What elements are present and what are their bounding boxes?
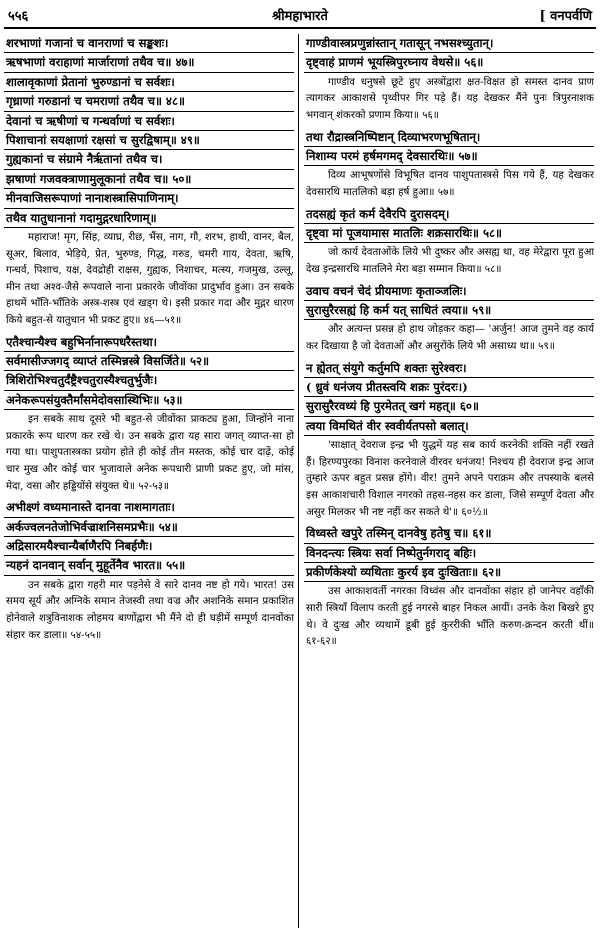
verse-line: उवाच वचनं चेदं प्रीयमाणः कृताञ्जलिः। <box>304 282 594 301</box>
verse-line: ( ध्रुवं धनंजय प्रीतस्त्वयि शक्रः पुरंदरः।) <box>304 378 594 397</box>
verse-line: सुरासुरैरवध्यं हि पुरमेतत् खगं महत्॥ ६०॥ <box>304 397 594 416</box>
hindi-translation <box>4 576 294 647</box>
left-column <box>4 34 294 930</box>
hindi-translation <box>304 436 594 524</box>
verse-line: तदसह्यं कृतं कर्म देवैरपि दुरासदम्। <box>304 205 594 224</box>
verse-line: ऋषभाणां वराहाणां मार्जाराणां तथैव च॥ ४७॥ <box>4 53 294 72</box>
verse-line: त्वया विमथितं वीर स्ववीर्यतपसो बलात्। <box>304 417 594 436</box>
translation-paragraph: जो कार्य देवताओंके लिये भी दुष्कर और असह्य था, वह मेरेद्वारा पूरा हुआ देख इन्द्रसारथि मातलिने मेरा बड़ा सम्मान किया॥ ५८॥ <box>306 247 594 275</box>
verse-line: विध्वस्ते खपुरे तस्मिन् दानवेषु हतेषु च॥ ६१॥ <box>304 524 594 543</box>
verse-line: झषाणां गजवक्त्राणामुलूकानां तथैव च॥ ५०॥ <box>4 170 294 189</box>
page-number: ५५६ <box>8 9 29 24</box>
verse-line: अर्कज्वलनतेजोभिर्वज्राशनिसमप्रभैः॥ ५४॥ <box>4 518 294 537</box>
column-divider <box>298 34 299 928</box>
hindi-translation <box>304 243 594 281</box>
verse-line: पिशाचानां सयक्षाणां रक्षसां च सुरद्विषाम्॥ ४९॥ <box>4 131 294 150</box>
hindi-translation <box>4 228 294 333</box>
verse-line: एतैश्चान्यैश्च बहुभिर्नानारूपधरैस्तथा। <box>4 333 294 352</box>
sanskrit-verse-block <box>4 34 294 228</box>
verse-line: शालावृकाणां प्रेतानां भुरुण्डानां च सर्वशः। <box>4 73 294 92</box>
verse-line: गाण्डीवास्त्रप्रणुन्नांस्तान् गतासून् नभसश्च्युतान्। <box>304 34 594 53</box>
sanskrit-verse-block <box>304 128 594 167</box>
verse-line: गृध्राणां गरुडानां च चमराणां तथैव च॥ ४८॥ <box>4 92 294 111</box>
verse-line: तथा रौद्रास्त्रनिष्पिष्टान् दिव्याभरणभूषितान्। <box>304 128 594 147</box>
verse-line: त्रिशिरोभिश्चतुर्दंष्ट्रैश्चतुरास्यैश्चतुर्भुजैः। <box>4 371 294 390</box>
verse-line: अभीक्ष्णं वध्यमानास्ते दानवा नाशमागताः। <box>4 498 294 517</box>
verse-line: तथैव यातुधानानां गदामुद्गरधारिणाम्॥ <box>4 209 294 228</box>
sanskrit-verse-block <box>4 333 294 411</box>
section-title: [ वनपर्वणि <box>539 9 592 24</box>
verse-line: अनेकरूपसंयुक्तैर्मांसमेदोवसास्थिभिः॥ ५३॥ <box>4 391 294 410</box>
verse-line: मीनवाजिसरूपाणां नानाशस्त्रासिपाणिनाम्। <box>4 189 294 208</box>
verse-line: दृष्ट्वा मां पूजयामास मातलिः शक्रसारथिः॥ ५८॥ <box>304 224 594 243</box>
right-column <box>304 34 594 930</box>
sanskrit-verse-block <box>4 498 294 576</box>
translation-paragraph: महाराज! मृग, सिंह, व्याघ्र, रीछ, भैंस, नाग, गौ, शरभ, हाथी, वानर, बैल, सूअर, बिलाव, भेड़िये, प्रेत, भुरुण्ड, गिद्ध, गरुड, चमरी गाय, देवता, ऋषि, गन्धर्व, पिशाच, यक्ष, देवद्रोही राक्षस, गुह्यक, निशाचर, मत्स्य, गजमुख, उल्लू, मीन तथा अश्व-जैसे रूपवाले नाना प्रकारके जीवोंका प्रादुर्भाव हुआ। उन सबके हाथमें भाँति-भाँतिके अस्त्र-शस्त्र एवं खड्ग थे। इसी प्रकार गदा और मुद्गर धारण किये बहुत-से यातुधान भी प्रकट हुए॥ ४६—५१॥ <box>6 232 294 327</box>
verse-line: न्यहनं दानवान् सर्वान् मुहूर्तेनैव भारत॥ ५५॥ <box>4 556 294 575</box>
header-rule <box>4 27 596 29</box>
translation-paragraph: दिव्य आभूषणोंसे विभूषित दानव पाशुपतास्त्रसे पिस गये हैं, यह देखकर देवसारथि मातलिको बड़ा हर्ष हुआ॥ ५७॥ <box>306 170 594 198</box>
hindi-translation <box>4 410 294 498</box>
translation-paragraph: उन सबके द्वारा गहरी मार पड़नेसे वे सारे दानव नष्ट हो गये। भारत! उस समय सूर्य और अग्निके समान तेजस्वी तथा वज्र और अशनिके समान प्रकाशित होनेवाले शत्रुविनाशक लोहमय बाणोंद्वारा भी मैंने दो ही घड़ीमें सम्पूर्ण दानवोंका संहार कर डाला॥ ५४-५५॥ <box>6 579 294 641</box>
translation-paragraph: गाण्डीव धनुषसे छूटे हुए अस्त्रोंद्वारा क्षत-विक्षत हो समस्त दानव प्राण त्यागकर आकाशसे पृथ्वीपर गिर पड़े हैं। यह देखकर मैंने पुनः त्रिपुरनाशक भगवान् शंकरको प्रणाम किया॥ ५६॥ <box>306 76 594 121</box>
sanskrit-verse-block <box>304 282 594 321</box>
verse-line: सुरासुरैरसह्यं हि कर्म यत् साधितं त्वया॥ ५९॥ <box>304 301 594 320</box>
verse-line: देवानां च ऋषीणां च गन्धर्वाणां च सर्वशः। <box>4 112 294 131</box>
verse-line: निशाम्य परमं हर्षमगमद् देवसारथिः॥ ५७॥ <box>304 147 594 166</box>
translation-paragraph: 'साक्षात् देवराज इन्द्र भी युद्धमें यह सब कार्य करनेकी शक्ति नहीं रखते हैं। हिरण्यपुरका विनाश करनेवाले वीरवर धनंजय! निश्चय ही देवराज इन्द्र आज तुम्हारे ऊपर बहुत प्रसन्न होंगे। वीर! तुमने अपने पराक्रम और तपस्याके बलसे इस आकाशचारी विशाल नगरको तहस-नहस कर डाला, जिसे सम्पूर्ण देवता और असुर मिलकर भी नष्ट नहीं कर सकते थे'॥ ६०½॥ <box>306 440 594 518</box>
verse-line: सर्वमासीज्जगद् व्याप्तं तस्मिन्नस्त्रे विसर्जिते॥ ५२॥ <box>4 352 294 371</box>
sanskrit-verse-block <box>304 205 594 244</box>
sanskrit-verse-block <box>304 524 594 582</box>
translation-paragraph: उस आकाशवर्ती नगरका विध्वंस और दानवोंका संहार हो जानेपर वहाँकी सारी स्त्रियाँ विलाप करती हुई नगरसे बाहर निकल आयीं। उनके केश बिखरे हुए थे। वे दुःख और व्यथामें डूबी हुई कुररीकी भाँति करुण-क्रन्दन करती थीं॥ ६१-६२॥ <box>306 586 594 648</box>
hindi-translation <box>304 166 594 204</box>
hindi-translation <box>304 320 594 358</box>
verse-line: न ह्येतत् संयुगे कर्तुमपि शक्तः सुरेश्वरः। <box>304 359 594 378</box>
sanskrit-verse-block <box>304 34 594 73</box>
verse-line: गुह्यकानां च संग्रामे नैर्ऋतानां तथैव च। <box>4 150 294 169</box>
hindi-translation <box>304 73 594 128</box>
hindi-translation <box>304 582 594 653</box>
translation-paragraph: इन सबके साथ दूसरे भी बहुत-से जीवोंका प्राकट्य हुआ, जिन्होंने नाना प्रकारके रूप धारण कर रखे थे। उन सबके द्वारा यह सारा जगत् व्याप्त-सा हो गया था। पाशुपतास्त्रका प्रयोग होते ही कोई तीन मस्तक, कोई चार दाढ़ें, कोई चार मुख और कोई चार भुजावाले अनेक रूपधारी प्राणी प्रकट हुए, जो मांस, मेदा, वसा और हड्डियोंसे संयुक्त थे॥ ५२-५३॥ <box>6 414 294 492</box>
verse-line: दृष्ट्वाहं प्राणमं भूयस्त्रिपुरघ्नाय वेधसे॥ ५६॥ <box>304 53 594 72</box>
page-header <box>0 0 600 26</box>
verse-line: विनदन्त्यः स्त्रियः सर्वा निष्पेतुर्नगराद् बहिः। <box>304 544 594 563</box>
book-title: श्रीमहाभारते <box>272 9 328 24</box>
verse-line: शरभाणां गजानां च वानराणां च सङ्कशः। <box>4 34 294 53</box>
verse-line: अद्रिसारमयैश्चान्यैर्बाणैरपि निबर्हणैः। <box>4 537 294 556</box>
verse-line: प्रकीर्णकेश्यो व्यथिताः कुरर्य इव दुःखिताः॥ ६२॥ <box>304 563 594 582</box>
sanskrit-verse-block <box>304 359 594 437</box>
translation-paragraph: और अत्यन्त प्रसन्न हो हाथ जोड़कर कहा— 'अर्जुन! आज तुमने वह कार्य कर दिखाया है जो देवताओं और असुरोंके लिये भी असाध्य था॥ ५९॥ <box>306 324 594 352</box>
